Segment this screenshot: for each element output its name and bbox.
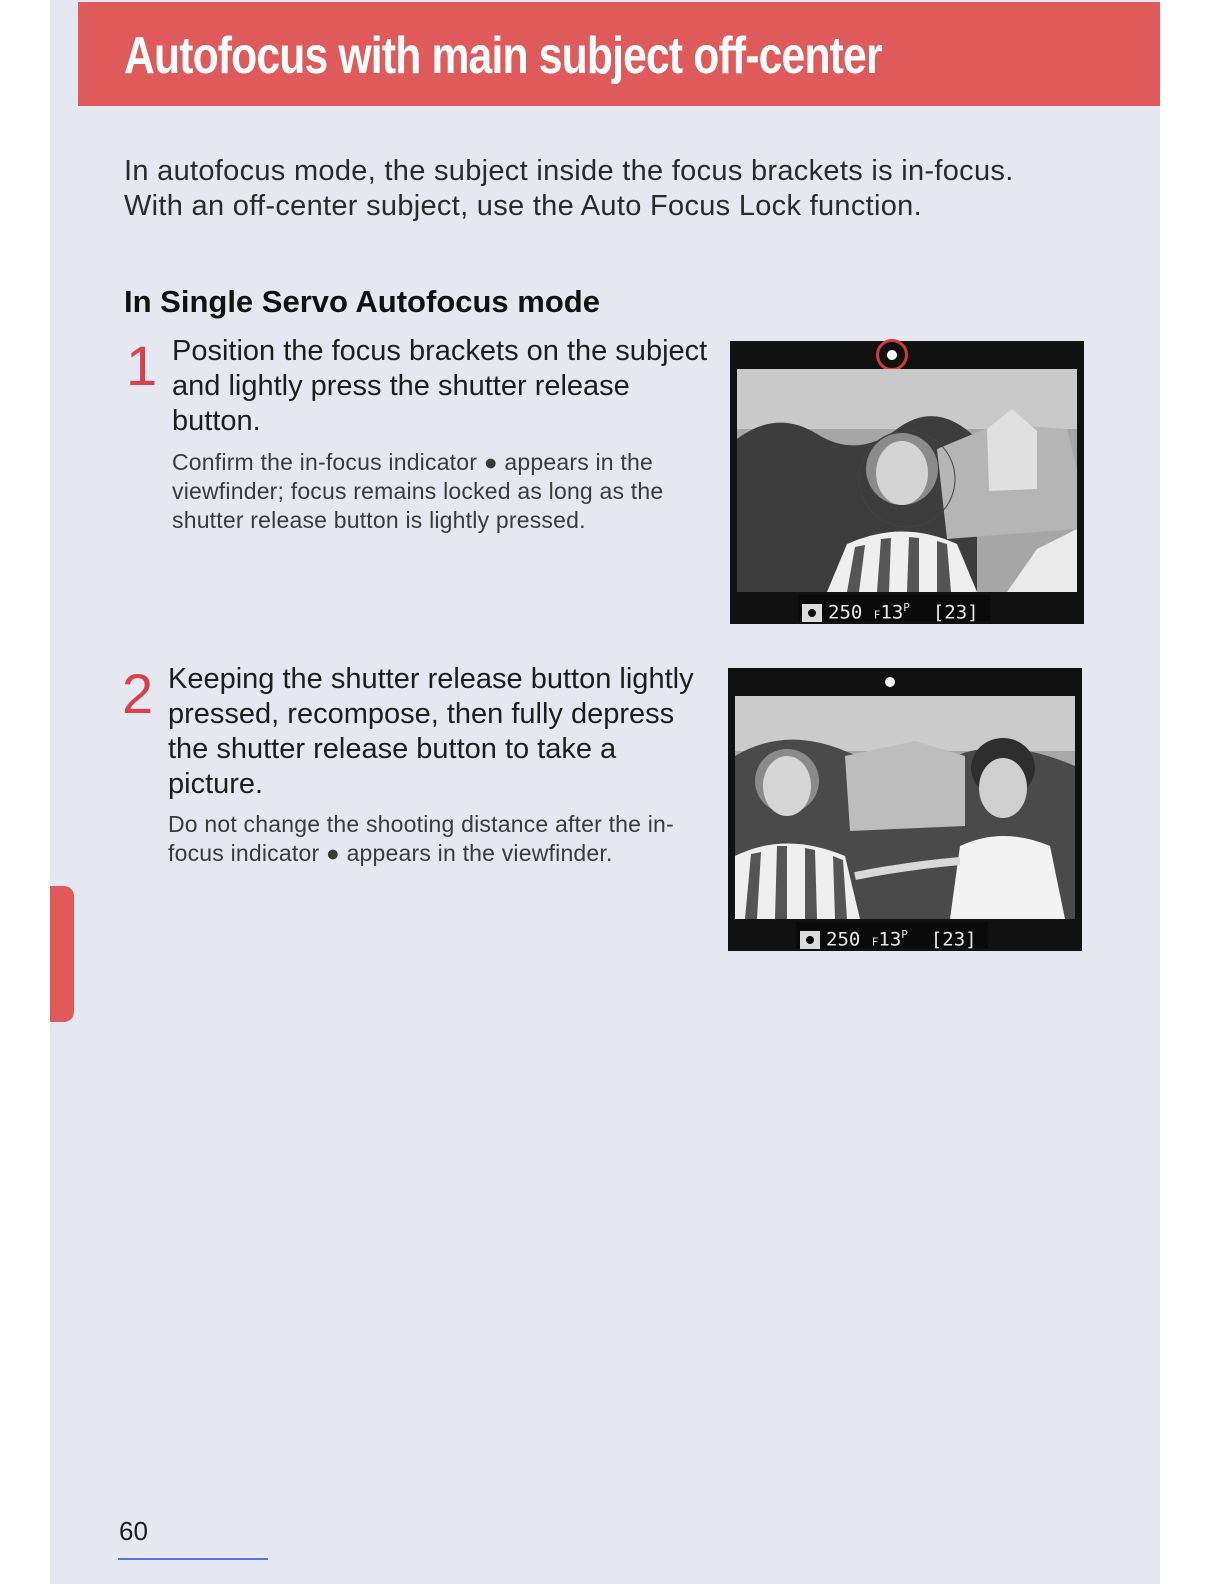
section-heading: In Single Servo Autofocus mode	[124, 284, 600, 319]
aperture-readout: 13	[878, 928, 902, 951]
in-focus-indicator-icon	[885, 677, 895, 687]
in-focus-indicator-icon	[887, 350, 897, 360]
title-banner	[78, 2, 1160, 106]
matrix-metering-icon	[802, 604, 822, 622]
viewfinder-photo-1	[737, 369, 1077, 592]
shutter-speed-readout: 250	[828, 601, 863, 624]
aperture-prefix: F	[871, 935, 879, 949]
footer-rule	[118, 1558, 268, 1560]
step-1-number: 1	[126, 334, 158, 397]
frame-count-readout: [23]	[930, 928, 977, 951]
intro-paragraph: In autofocus mode, the subject inside the focus brackets is in-focus. With an off-center subject, use the Auto Focus Lock function.	[124, 155, 1014, 222]
viewfinder-1	[730, 341, 1084, 624]
step-1-title: Position the focus brackets on the subject and lightly press the shutter release button.	[172, 335, 708, 437]
photo-two-girls-recomposed-illustration	[735, 696, 1075, 919]
exposure-mode-readout: P	[901, 928, 908, 941]
step-2-title: Keeping the shutter release button lightly pressed, recompose, then fully depress the shutter release button to take a picture.	[168, 663, 694, 800]
section-edge-tab	[50, 886, 74, 1022]
page-title: Autofocus with main subject off-center	[124, 27, 882, 85]
step-2-number: 2	[122, 662, 154, 725]
viewfinder-readout-1	[798, 595, 990, 624]
step-2-description: Do not change the shooting distance after the in-focus indicator ● appears in the viewfinder.	[168, 811, 674, 866]
photo-girl-centered-illustration	[737, 369, 1077, 592]
page-number: 60	[119, 1516, 148, 1546]
exposure-mode-readout: P	[903, 601, 910, 614]
frame-count-readout: [23]	[932, 601, 979, 624]
aperture-readout: 13	[880, 601, 904, 624]
matrix-metering-icon	[800, 931, 820, 949]
viewfinder-readout-2	[796, 922, 988, 951]
step-1-description: Confirm the in-focus indicator ● appears in the viewfinder; focus remains locked as long as the shutter release button is lightly pressed.	[172, 449, 664, 533]
viewfinder-photo-2	[735, 696, 1075, 919]
aperture-prefix: F	[873, 608, 881, 622]
viewfinder-2	[728, 668, 1082, 951]
shutter-speed-readout: 250	[826, 928, 861, 951]
